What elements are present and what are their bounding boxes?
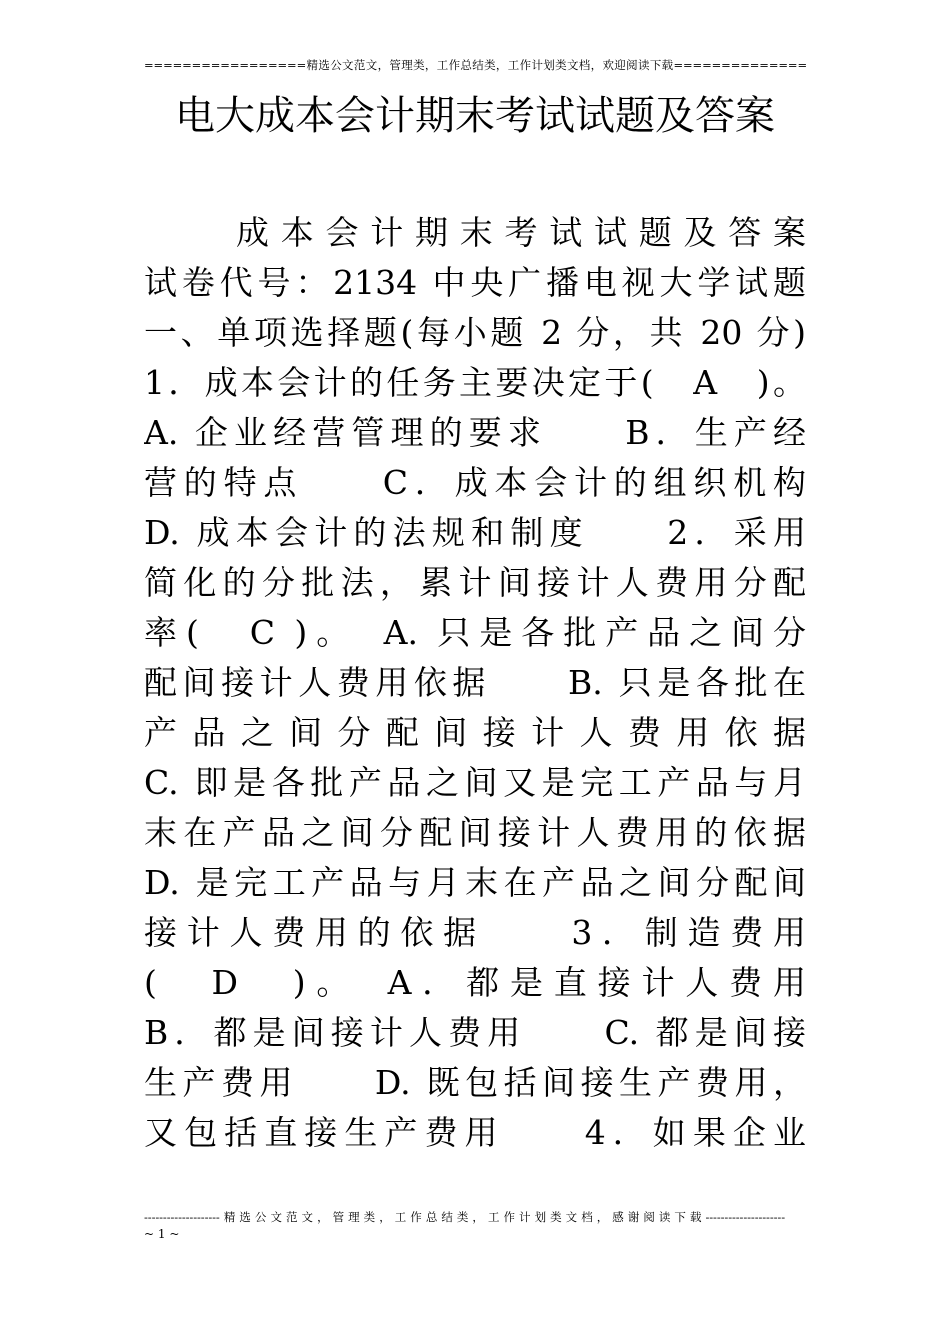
body-line: 营的特点 C．成本会计的组织机构	[144, 463, 806, 502]
body-line: C. 即是各批产品之间又是完工产品与月	[144, 763, 806, 802]
body-line: 配间接计人费用依据 B. 只是各批在	[144, 663, 806, 702]
body-line: 试卷代号：2134 中央广播电视大学试题	[144, 263, 806, 302]
body-line: ( D )。 A．都是直接计人费用	[144, 963, 806, 1002]
body-line: 一、单项选择题(每小题 2 分，共 20 分)	[144, 313, 806, 352]
body-line: 接计人费用的依据 3．制造费用	[144, 913, 806, 952]
body-line: 成本会计期末考试试题及答案	[236, 213, 806, 252]
document-body	[144, 208, 806, 1158]
body-line: 简化的分批法，累计间接计人费用分配	[144, 563, 806, 602]
header-banner: =================精选公文范文，管理类，工作总结类，工作计划类文档，欢迎阅读下载==============	[144, 58, 807, 72]
footer-banner: --------------------精选公文范文，管理类，工作总结类，工作计划类文档，感谢阅读下载---------------------	[144, 1210, 785, 1224]
body-line: 又包括直接生产费用 4．如果企业	[144, 1113, 806, 1152]
body-line: 率( C )。 A. 只是各批产品之间分	[144, 613, 806, 652]
page-number: ~ 1 ~	[144, 1227, 180, 1241]
body-line: 1．成本会计的任务主要决定于( A )。	[144, 363, 806, 402]
document-title: 电大成本会计期末考试试题及答案	[175, 93, 775, 139]
body-line: D. 是完工产品与月末在产品之间分配间	[144, 863, 806, 902]
body-line: 生产费用 D. 既包括间接生产费用，	[144, 1063, 806, 1102]
body-line: D. 成本会计的法规和制度 2．采用	[144, 513, 806, 552]
body-line: 末在产品之间分配间接计人费用的依据	[144, 813, 806, 852]
body-line: B．都是间接计人费用 C. 都是间接	[144, 1013, 806, 1052]
body-line: 产品之间分配间接计人费用依据	[144, 713, 806, 752]
body-line: A. 企业经营管理的要求 B．生产经	[144, 413, 806, 452]
